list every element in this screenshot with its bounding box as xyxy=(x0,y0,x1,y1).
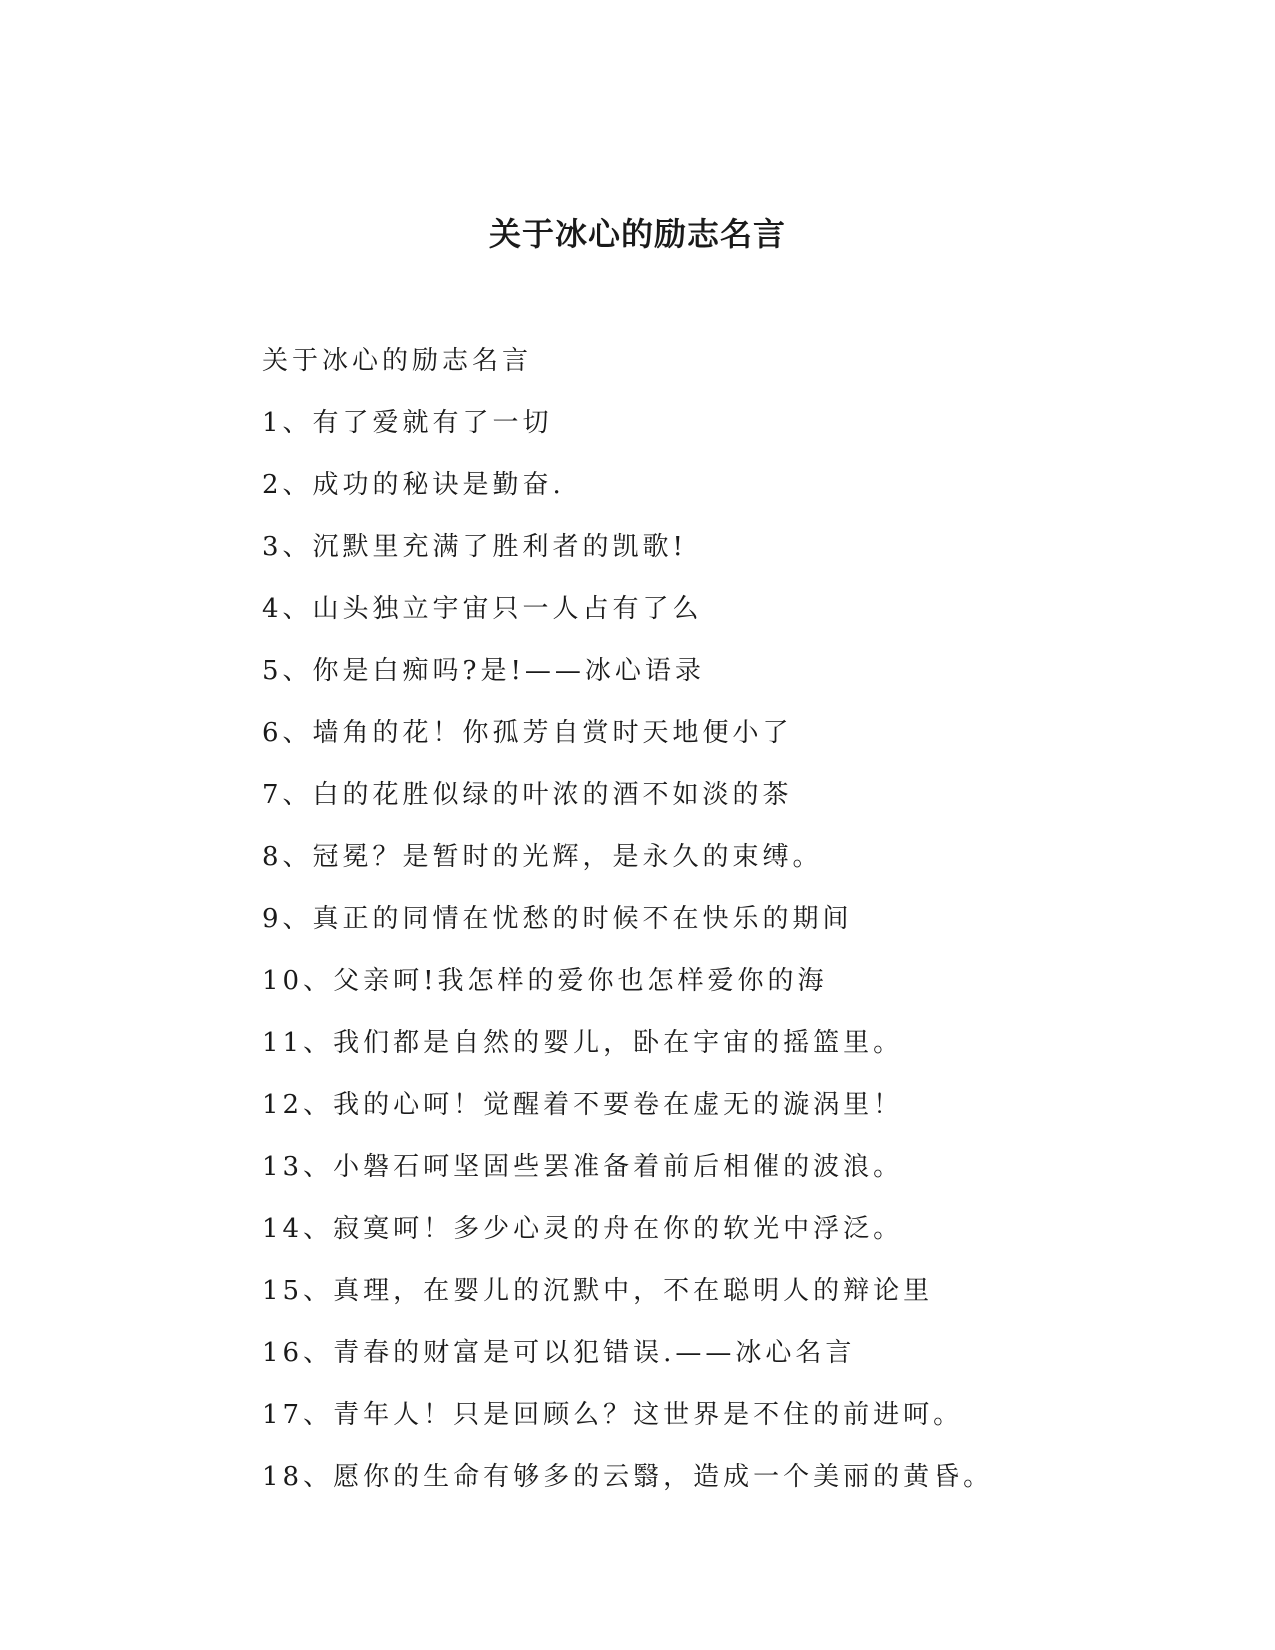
quote-line: 14、寂寞呵！多少心灵的舟在你的软光中浮泛。 xyxy=(262,1214,904,1244)
quote-line: 6、墙角的花！你孤芳自赏时天地便小了 xyxy=(262,718,793,748)
quote-line: 1、有了爱就有了一切 xyxy=(262,408,553,438)
quote-line: 15、真理，在婴儿的沉默中，不在聪明人的辩论里 xyxy=(262,1276,934,1306)
quote-line: 3、沉默里充满了胜利者的凯歌! xyxy=(262,532,687,562)
subheading: 关于冰心的励志名言 xyxy=(262,346,533,376)
quote-line: 2、成功的秘诀是勤奋. xyxy=(262,470,565,500)
quote-line: 13、小磐石呵坚固些罢准备着前后相催的波浪。 xyxy=(262,1152,904,1182)
quote-line: 10、父亲呵!我怎样的爱你也怎样爱你的海 xyxy=(262,966,828,996)
document-body xyxy=(262,330,1162,1508)
quote-line: 17、青年人！只是回顾么？这世界是不住的前进呵。 xyxy=(262,1400,964,1430)
quote-line: 12、我的心呵！觉醒着不要卷在虚无的漩涡里！ xyxy=(262,1090,904,1120)
quote-line: 11、我们都是自然的婴儿，卧在宇宙的摇篮里。 xyxy=(262,1028,904,1058)
quote-line: 16、青春的财富是可以犯错误.——冰心名言 xyxy=(262,1338,856,1368)
quote-line: 18、愿你的生命有够多的云翳，造成一个美丽的黄昏。 xyxy=(262,1462,994,1492)
quote-line: 8、冠冕？是暂时的光辉，是永久的束缚。 xyxy=(262,842,823,872)
quote-line: 9、真正的同情在忧愁的时候不在快乐的期间 xyxy=(262,904,853,934)
page-title: 关于冰心的励志名言 xyxy=(488,215,786,253)
quote-line: 4、山头独立宇宙只一人占有了么 xyxy=(262,594,703,624)
quote-line: 5、你是白痴吗?是!——冰心语录 xyxy=(262,656,705,686)
quote-line: 7、白的花胜似绿的叶浓的酒不如淡的茶 xyxy=(262,780,793,810)
